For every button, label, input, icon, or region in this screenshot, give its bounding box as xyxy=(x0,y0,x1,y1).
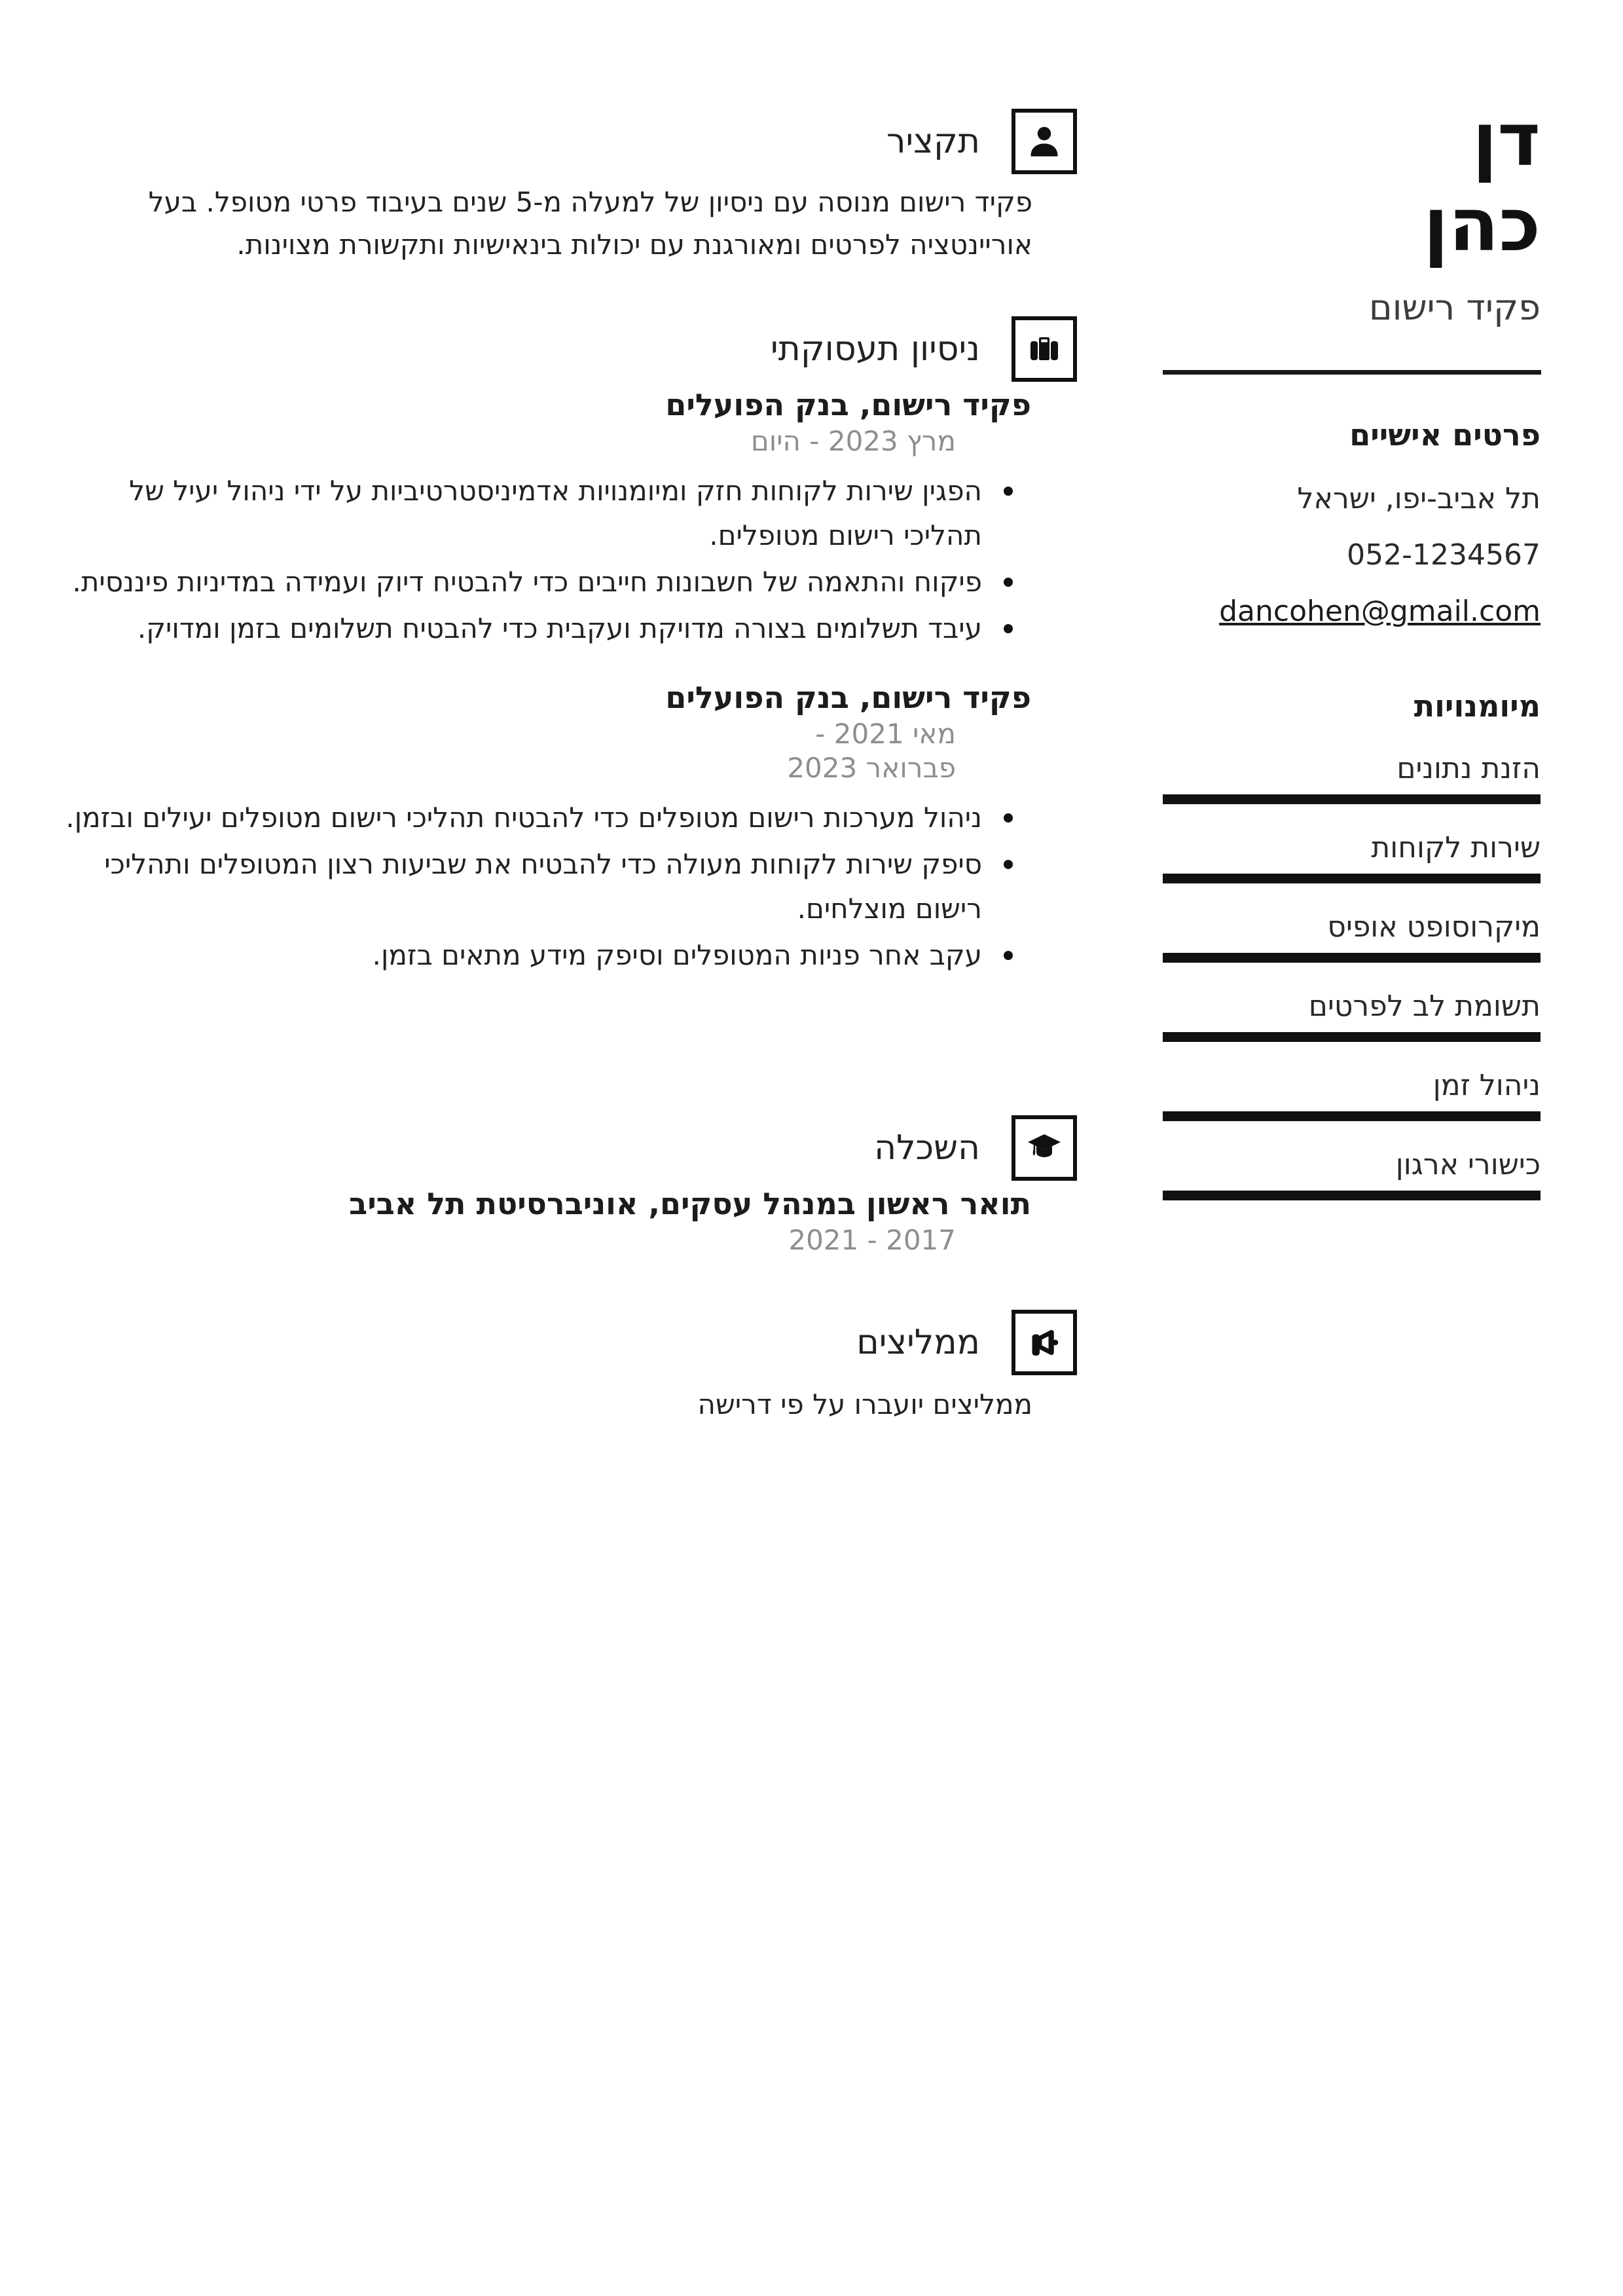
skill-item xyxy=(1163,1148,1541,1200)
bullet-item: סיפק שירות לקוחות מעולה כדי להבטיח את שביעות רצון המטופלים ותהליכי רישום מוצלחים. xyxy=(65,842,1031,931)
email-link-wrap xyxy=(1163,593,1541,630)
entry-title: פקיד רישום, בנק הפועלים xyxy=(665,387,1031,422)
skills-heading: מיומנויות xyxy=(1413,688,1541,724)
skill-label: שירות לקוחות xyxy=(1371,831,1541,864)
skill-label: ניהול זמן xyxy=(1432,1069,1541,1102)
briefcase-icon xyxy=(1012,316,1077,382)
experience-entry xyxy=(65,388,1031,651)
last-name: כהן xyxy=(1423,182,1541,268)
bullet-item: עקב אחר פניות המטופלים וסיפק מידע מתאים בזמן. xyxy=(65,933,1031,978)
skill-bar xyxy=(1163,874,1541,883)
references-section xyxy=(65,1310,1077,1426)
skill-item xyxy=(1163,831,1541,883)
skill-item xyxy=(1163,752,1541,804)
graduation-cap-icon xyxy=(1012,1115,1077,1181)
skill-bar xyxy=(1163,794,1541,804)
education-section xyxy=(65,1115,1077,1257)
entry-bullets xyxy=(65,796,1031,978)
bullet-item: פיקוח והתאמה של חשבונות חייבים כדי להבטיח דיוק ועמידה במדיניות פיננסית. xyxy=(65,560,1031,604)
skill-bar xyxy=(1163,1111,1541,1121)
experience-header xyxy=(65,316,1077,382)
skill-label: תשומת לב לפרטים xyxy=(1308,990,1541,1023)
summary-text: פקיד רישום מנוסה עם ניסיון של למעלה מ-5 שנים בעיבוד פרטי מטופל. בעל אוריינטציה לפרטים ומאורגנת עם יכולות בינאישיות ותקשורת מצוינות. xyxy=(148,186,1032,261)
skill-bar xyxy=(1163,953,1541,963)
skill-label: מיקרוסופט אופיס xyxy=(1327,910,1541,944)
entry-bullets xyxy=(65,469,1031,651)
references-text: ממליצים יועברו על פי דרישה xyxy=(697,1388,1032,1420)
email-link[interactable]: dancohen@gmail.com xyxy=(1219,595,1541,628)
first-name: דן xyxy=(1472,98,1541,183)
references-heading: ממליצים xyxy=(856,1323,980,1362)
education-header xyxy=(65,1115,1077,1181)
references-header xyxy=(65,1310,1077,1375)
summary-heading: תקציר xyxy=(886,122,980,161)
experience-heading: ניסיון תעסוקתי xyxy=(770,329,980,369)
divider-line xyxy=(1163,370,1541,375)
personal-details-section xyxy=(1163,417,1541,650)
bullet-item: ניהול מערכות רישום מטופלים כדי להבטיח תהליכי רישום מטופלים יעילים ובזמן. xyxy=(65,796,1031,840)
location-text: תל אביב-יפו, ישראל xyxy=(1297,482,1541,515)
phone-text: 052-1234567 xyxy=(1347,538,1541,572)
candidate-name xyxy=(1163,98,1541,268)
skill-item xyxy=(1163,1069,1541,1121)
candidate-job-title: פקיד רישום xyxy=(1368,287,1541,328)
skill-label: הזנת נתונים xyxy=(1396,752,1541,785)
person-icon xyxy=(1012,109,1077,174)
personal-details-heading: פרטים אישיים xyxy=(1349,417,1541,453)
skill-item xyxy=(1163,910,1541,963)
bullet-item: עיבד תשלומים בצורה מדויקת ועקבית כדי להבטיח תשלומים בזמן ומדויק. xyxy=(65,606,1031,651)
entry-dates: מרץ 2023 - היום xyxy=(750,425,956,457)
summary-header xyxy=(65,109,1077,174)
skill-bar xyxy=(1163,1032,1541,1042)
experience-section xyxy=(65,316,1077,980)
skill-bar xyxy=(1163,1191,1541,1200)
experience-entry xyxy=(65,681,1031,978)
skills-section xyxy=(1163,688,1541,1227)
education-dates: 2017 - 2021 xyxy=(788,1224,956,1256)
megaphone-icon xyxy=(1012,1310,1077,1375)
education-heading: השכלה xyxy=(874,1128,980,1168)
summary-section xyxy=(65,109,1077,266)
entry-dates: מאי 2021 - פברואר 2023 xyxy=(787,718,956,784)
bullet-item: הפגין שירות לקוחות חזק ומיומנויות אדמיניסטרטיביות על ידי ניהול יעיל של תהליכי רישום מטופלים. xyxy=(65,469,1031,558)
entry-title: פקיד רישום, בנק הפועלים xyxy=(665,680,1031,715)
education-entry xyxy=(65,1187,1031,1257)
skill-label: כישורי ארגון xyxy=(1395,1148,1541,1181)
degree-title: תואר ראשון במנהל עסקים, אוניברסיטת תל אביב xyxy=(349,1186,1031,1221)
skill-item xyxy=(1163,990,1541,1042)
